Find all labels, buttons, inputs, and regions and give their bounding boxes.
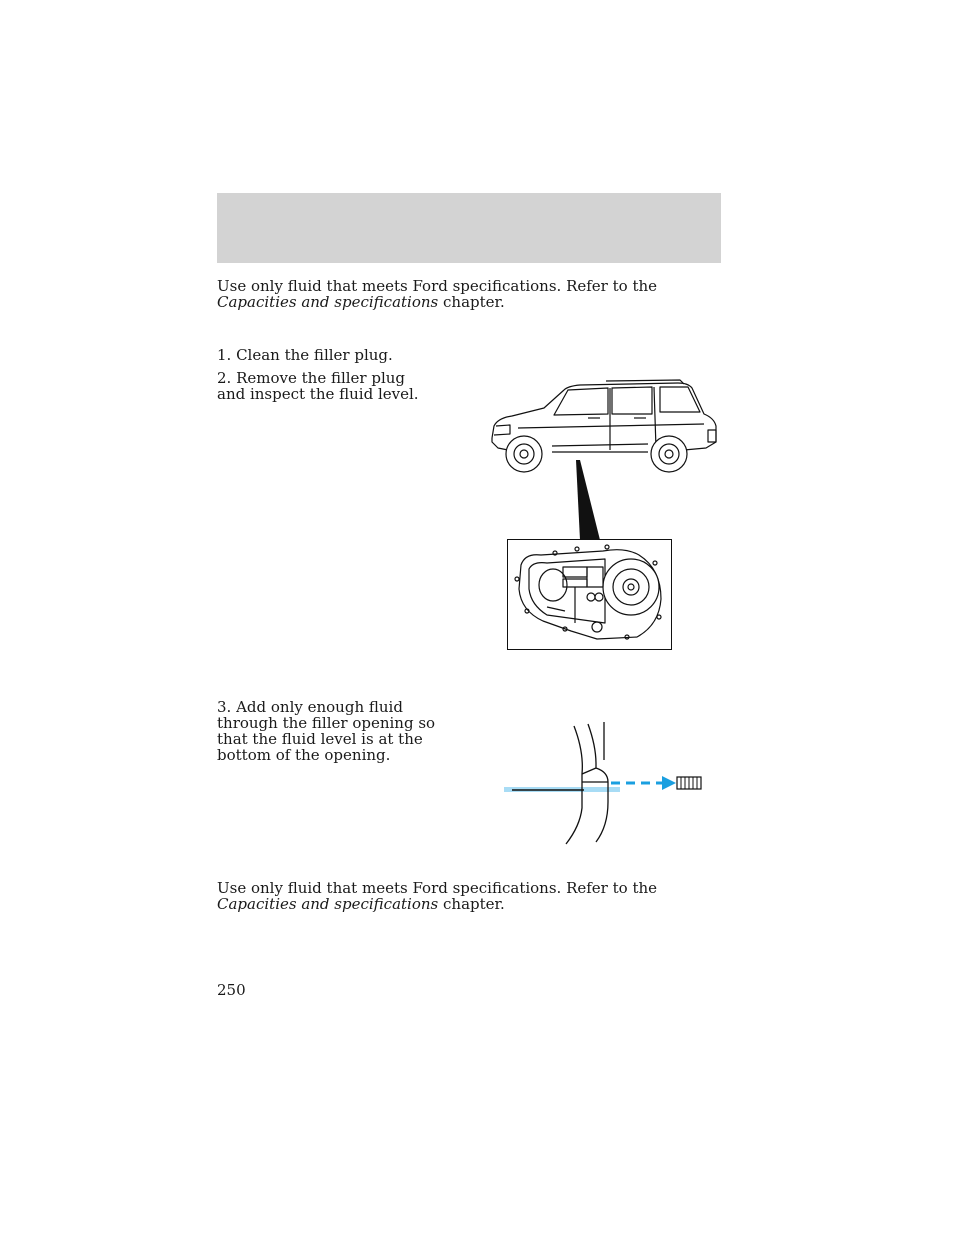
- filler-plug-icon: [677, 777, 701, 789]
- step-1: 1. Clean the filler plug.: [217, 346, 393, 364]
- section-header-band: [217, 193, 721, 263]
- intro-paragraph: Use only fluid that meets Ford specifications. Refer to the Capacities and specifications chapter.: [217, 277, 658, 311]
- closing-paragraph: Use only fluid that meets Ford specifications. Refer to the Capacities and specifications chapter.: [217, 879, 658, 913]
- pointer-wedge: [570, 460, 610, 542]
- arrow-head-icon: [662, 776, 676, 790]
- transfer-case-illustration: [507, 539, 673, 651]
- fluid-level-illustration: [500, 722, 706, 846]
- page-number: 250: [217, 981, 246, 999]
- step-2: 2. Remove the filler plug and inspect the fluid level.: [217, 369, 419, 403]
- step-3: 3. Add only enough fluid through the filler opening so that the fluid level is at the bottom of the opening.: [217, 698, 436, 764]
